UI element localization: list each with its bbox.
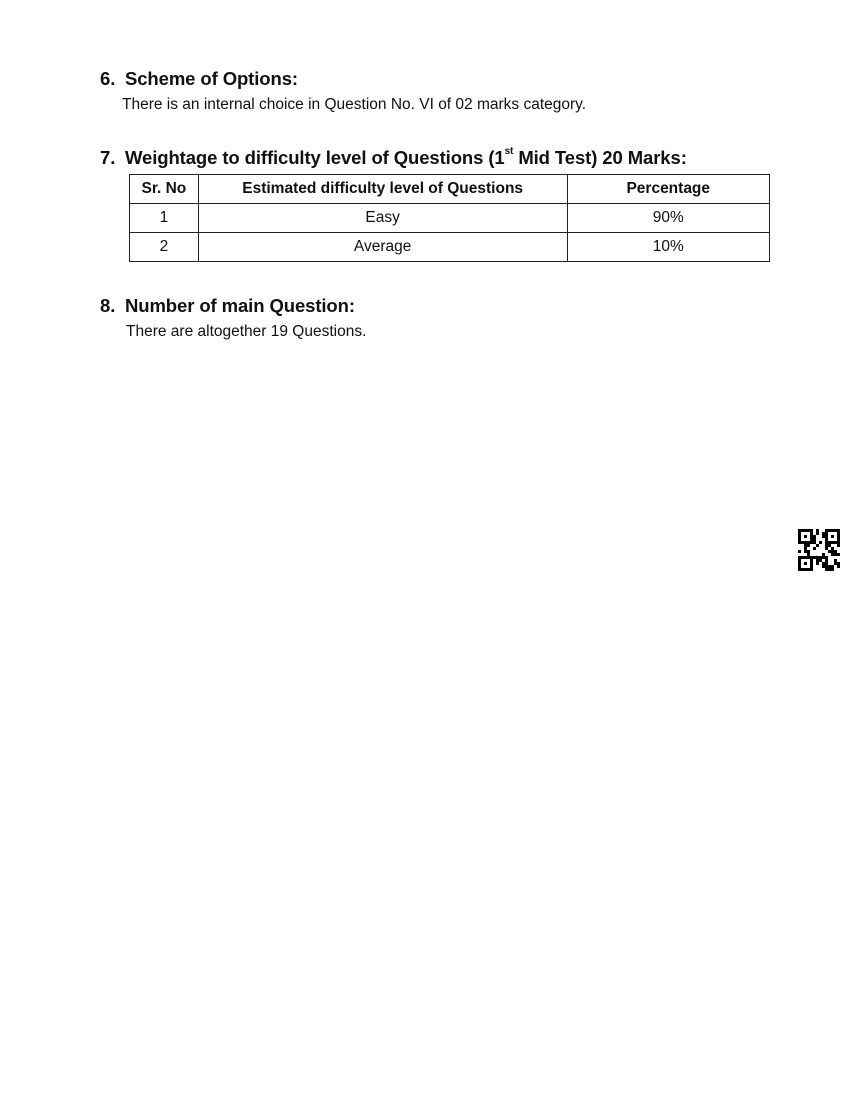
section-heading xyxy=(100,295,366,317)
qr-code-icon xyxy=(798,529,840,571)
column-header-difficulty: Estimated difficulty level of Questions xyxy=(198,175,567,204)
section-number: 8. xyxy=(100,295,116,316)
column-header-percentage: Percentage xyxy=(567,175,770,204)
superscript: st xyxy=(504,146,514,157)
section-text: There are altogether 19 Questions. xyxy=(126,323,367,340)
section-title: Scheme of Options: xyxy=(125,68,298,89)
cell-sr-no: 2 xyxy=(130,233,199,262)
cell-percentage: 10% xyxy=(567,233,770,262)
section-text: There is an internal choice in Question No. VI of 02 marks category. xyxy=(122,96,587,113)
section-weightage xyxy=(100,146,711,255)
table-header-row xyxy=(130,175,770,204)
section-title-part: Weightage to difficulty level of Questions (1 xyxy=(125,147,505,168)
section-heading xyxy=(100,68,586,90)
cell-difficulty: Average xyxy=(198,233,567,262)
cell-percentage: 90% xyxy=(567,204,770,233)
section-title: Number of main Question: xyxy=(125,295,355,316)
section-number: 7. xyxy=(100,147,116,168)
cell-difficulty: Easy xyxy=(198,204,567,233)
table-row xyxy=(130,233,770,262)
cell-sr-no: 1 xyxy=(130,204,199,233)
difficulty-table xyxy=(129,174,770,262)
section-heading xyxy=(100,147,687,169)
table-row xyxy=(130,204,770,233)
section-title-part: Mid Test) 20 Marks: xyxy=(513,147,687,168)
section-number-of-questions xyxy=(100,295,366,341)
section-scheme-of-options xyxy=(100,68,586,114)
qr-module xyxy=(837,568,840,571)
section-number: 6. xyxy=(100,68,116,89)
column-header-sr-no: Sr. No xyxy=(130,175,199,204)
